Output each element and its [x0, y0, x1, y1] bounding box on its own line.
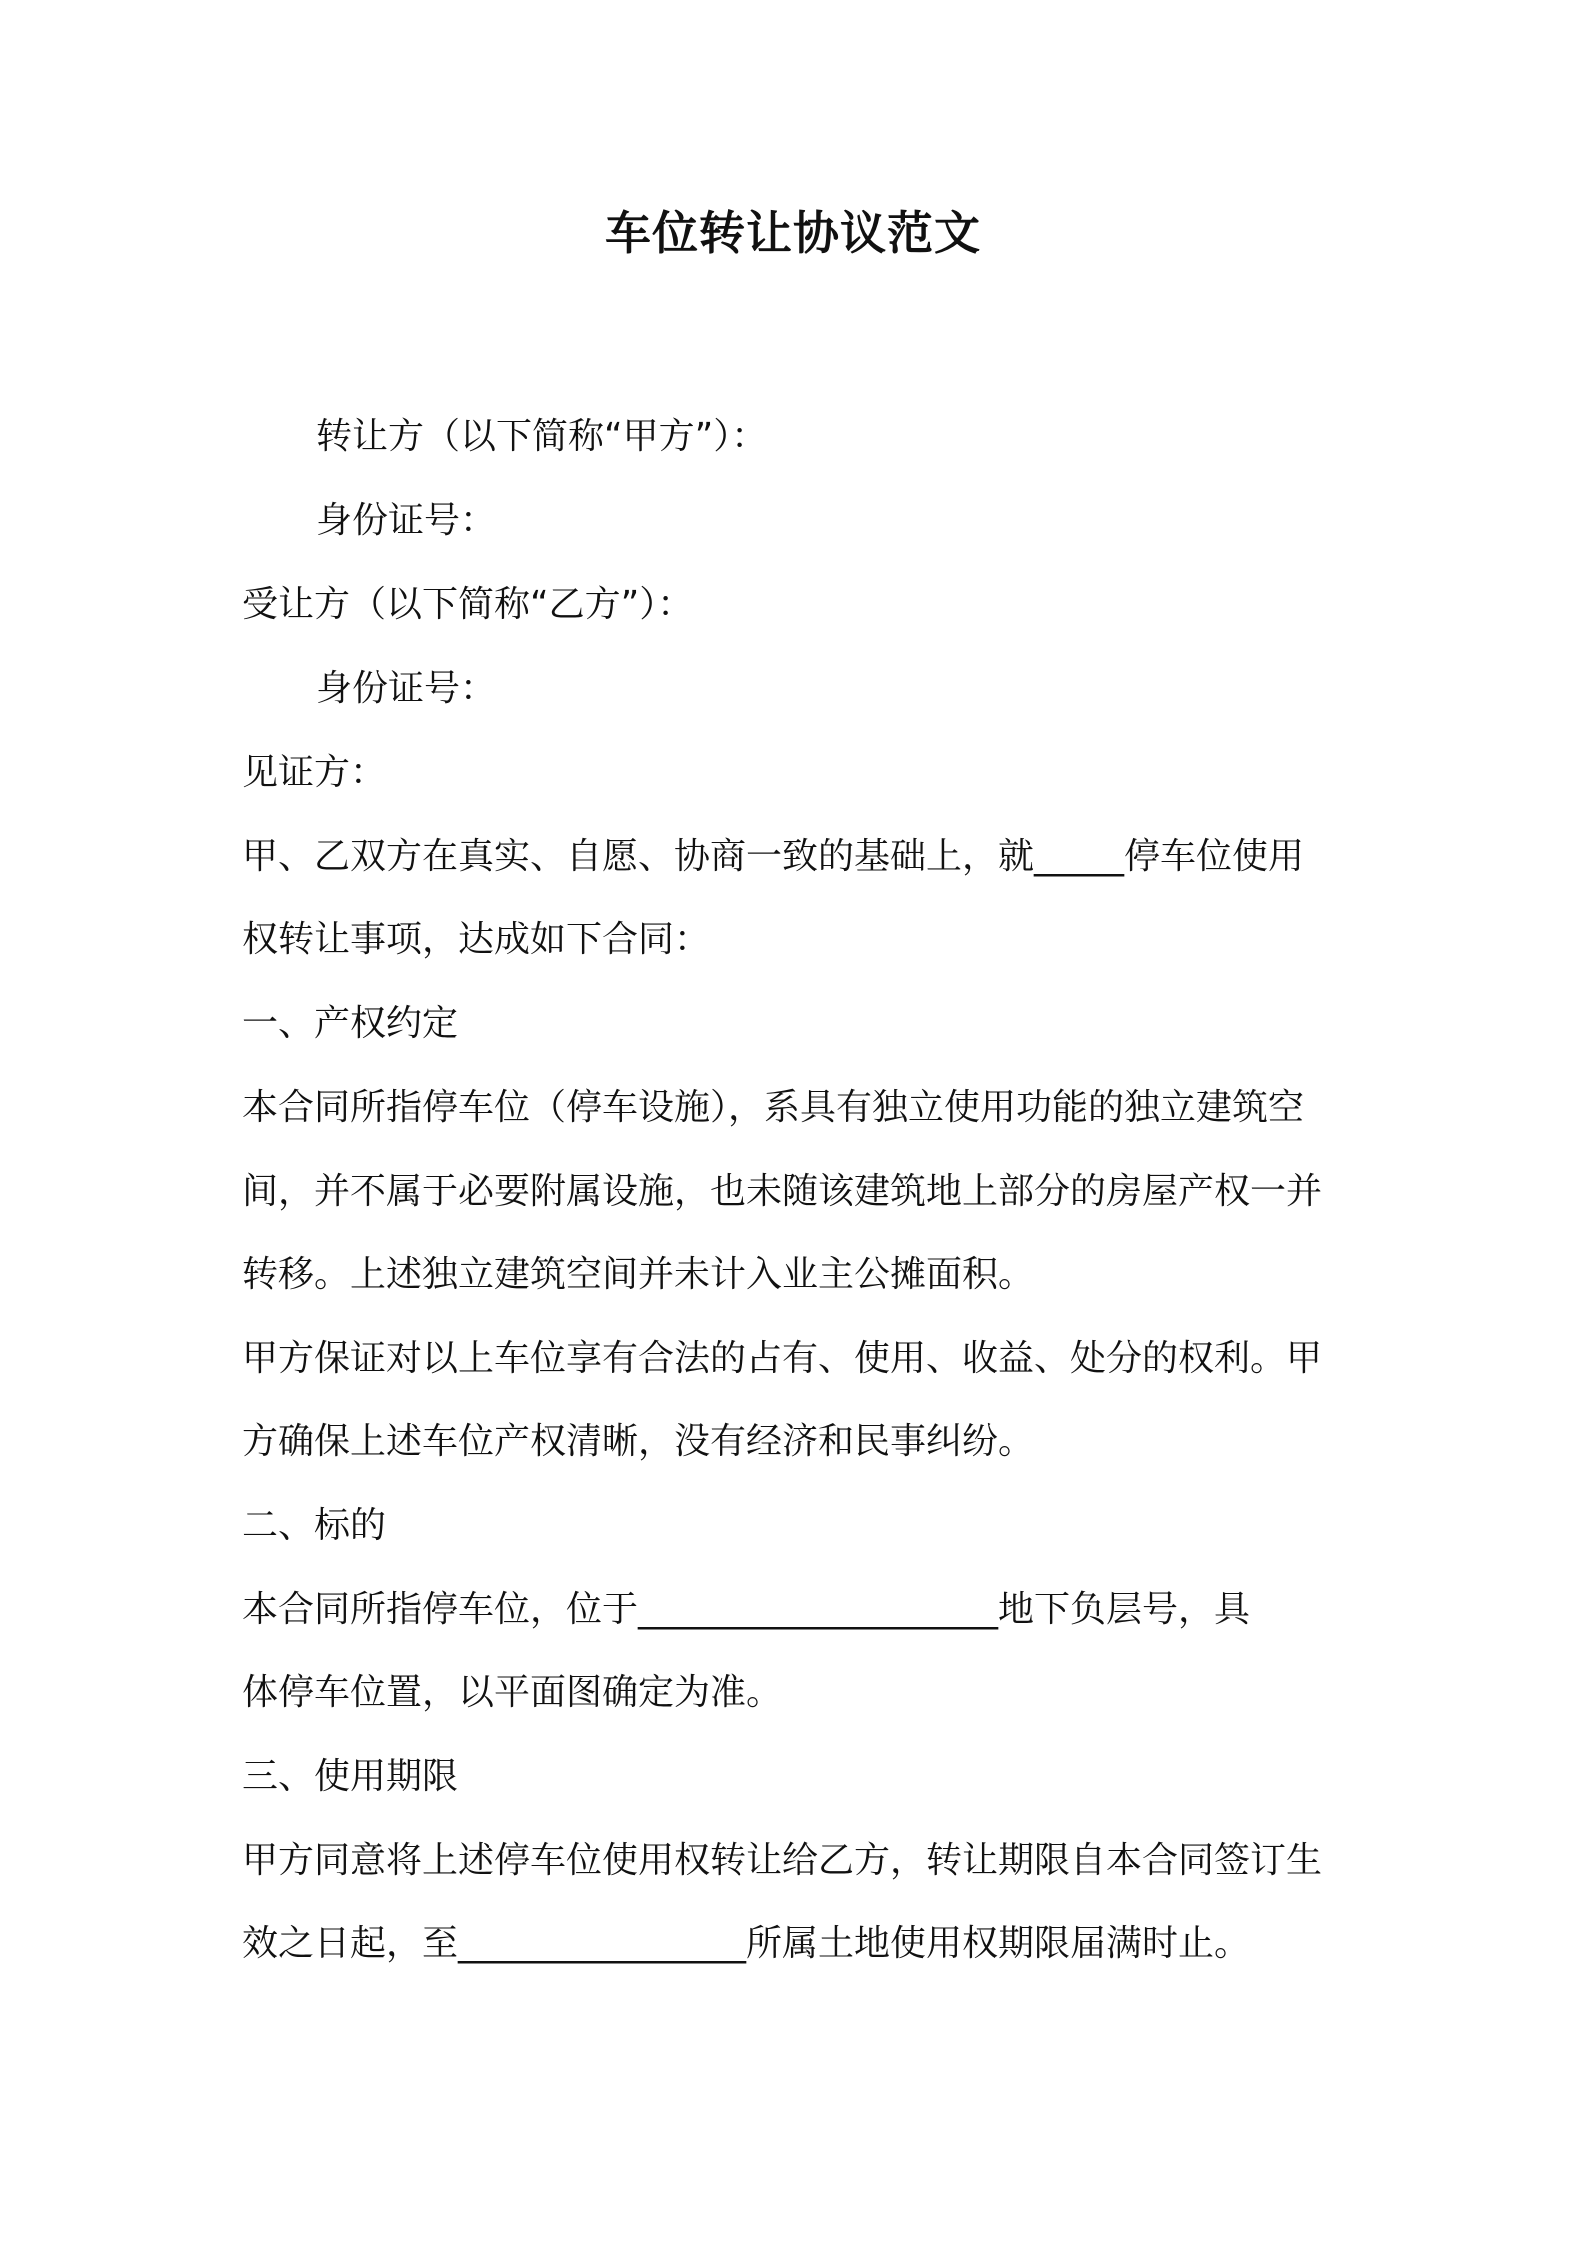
paragraph-line: 甲方保证对以上车位享有合法的占有、使用、收益、处分的权利。甲 — [242, 1338, 1323, 1379]
paragraph-line: 体停车位置，以平面图确定为准。 — [242, 1672, 783, 1713]
transferor-id-line: 身份证号： — [316, 500, 497, 541]
paragraph-line: 甲、乙双方在真实、自愿、协商一致的基础上，就_____停车位使用 — [242, 836, 1305, 877]
section-heading: 三、使用期限 — [242, 1756, 459, 1797]
paragraph-line: 本合同所指停车位（停车设施），系具有独立使用功能的独立建筑空 — [242, 1087, 1305, 1128]
document-title: 车位转让协议范文 — [605, 206, 981, 260]
transferor-line: 转让方（以下简称“甲方”）： — [316, 416, 768, 457]
witness-line: 见证方： — [242, 752, 387, 793]
paragraph-line: 甲方同意将上述停车位使用权转让给乙方，转让期限自本合同签订生 — [242, 1840, 1323, 1881]
paragraph-line: 权转让事项，达成如下合同： — [242, 919, 711, 960]
paragraph-line: 效之日起，至________________所属土地使用权期限届满时止。 — [242, 1923, 1251, 1964]
paragraph-line: 间，并不属于必要附属设施，也未随该建筑地上部分的房屋产权一并 — [242, 1171, 1323, 1212]
section-heading: 二、标的 — [242, 1505, 387, 1546]
section-heading: 一、产权约定 — [242, 1003, 459, 1044]
transferee-id-line: 身份证号： — [316, 668, 497, 709]
transferee-line: 受让方（以下简称“乙方”）： — [242, 584, 694, 625]
paragraph-line: 本合同所指停车位，位于____________________地下负层号，具 — [242, 1589, 1251, 1630]
paragraph-line: 转移。上述独立建筑空间并未计入业主公摊面积。 — [242, 1254, 1035, 1295]
paragraph-line: 方确保上述车位产权清晰，没有经济和民事纠纷。 — [242, 1421, 1035, 1462]
